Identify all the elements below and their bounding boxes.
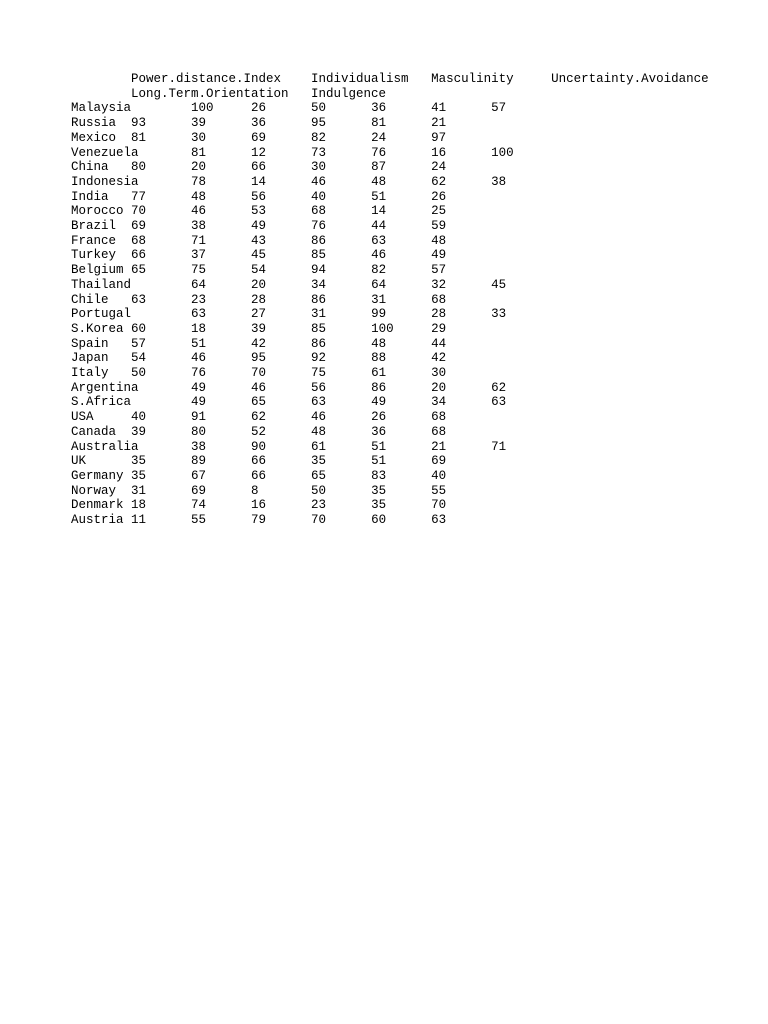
data-row-line: Argentina 49 46 56 86 20 62 bbox=[71, 380, 507, 395]
data-row-line: Brazil 69 38 49 76 44 59 bbox=[71, 219, 447, 234]
data-row-line: Spain 57 51 42 86 48 44 bbox=[71, 336, 447, 351]
data-row-line: Italy 50 76 70 75 61 30 bbox=[71, 366, 447, 381]
data-row-line: S.Africa 49 65 63 49 34 63 bbox=[71, 395, 507, 410]
data-row-line: Chile 63 23 28 86 31 68 bbox=[71, 292, 447, 307]
data-row-line: Denmark 18 74 16 23 35 70 bbox=[71, 498, 447, 513]
data-row-line: Malaysia 100 26 50 36 41 57 bbox=[71, 101, 507, 116]
data-row-line: Japan 54 46 95 92 88 42 bbox=[71, 351, 447, 366]
data-row-line: Thailand 64 20 34 64 32 45 bbox=[71, 277, 507, 292]
data-row-line: UK 35 89 66 35 51 69 bbox=[71, 454, 447, 469]
header-line: Power.distance.Index Individualism Masculinity Uncertainty.Avoidance bbox=[71, 72, 709, 86]
data-row-line: Morocco 70 46 53 68 14 25 bbox=[71, 204, 447, 219]
data-row-line: China 80 20 66 30 87 24 bbox=[71, 160, 447, 175]
data-row-line: Canada 39 80 52 48 36 68 bbox=[71, 424, 447, 439]
tab-separated-table-text bbox=[71, 72, 709, 528]
data-row-line: Belgium 65 75 54 94 82 57 bbox=[71, 263, 447, 278]
data-row-line: Russia 93 39 36 95 81 21 bbox=[71, 116, 447, 131]
data-row-line: France 68 71 43 86 63 48 bbox=[71, 233, 447, 248]
data-row-line: Turkey 66 37 45 85 46 49 bbox=[71, 248, 447, 263]
data-row-line: USA 40 91 62 46 26 68 bbox=[71, 410, 447, 425]
data-row-line: Germany 35 67 66 65 83 40 bbox=[71, 468, 447, 483]
data-row-line: Mexico 81 30 69 82 24 97 bbox=[71, 130, 447, 145]
data-row-line: Australia 38 90 61 51 21 71 bbox=[71, 439, 507, 454]
data-row-line: Venezuela 81 12 73 76 16 100 bbox=[71, 145, 514, 160]
data-row-line: Portugal 63 27 31 99 28 33 bbox=[71, 307, 507, 322]
data-row-line: Indonesia 78 14 46 48 62 38 bbox=[71, 174, 507, 189]
data-row-line: S.Korea 60 18 39 85 100 29 bbox=[71, 321, 447, 336]
header-line: Long.Term.Orientation Indulgence bbox=[71, 86, 387, 101]
data-row-line: Austria 11 55 79 70 60 63 bbox=[71, 513, 447, 528]
data-row-line: Norway 31 69 8 50 35 55 bbox=[71, 483, 447, 498]
data-row-line: India 77 48 56 40 51 26 bbox=[71, 189, 447, 204]
